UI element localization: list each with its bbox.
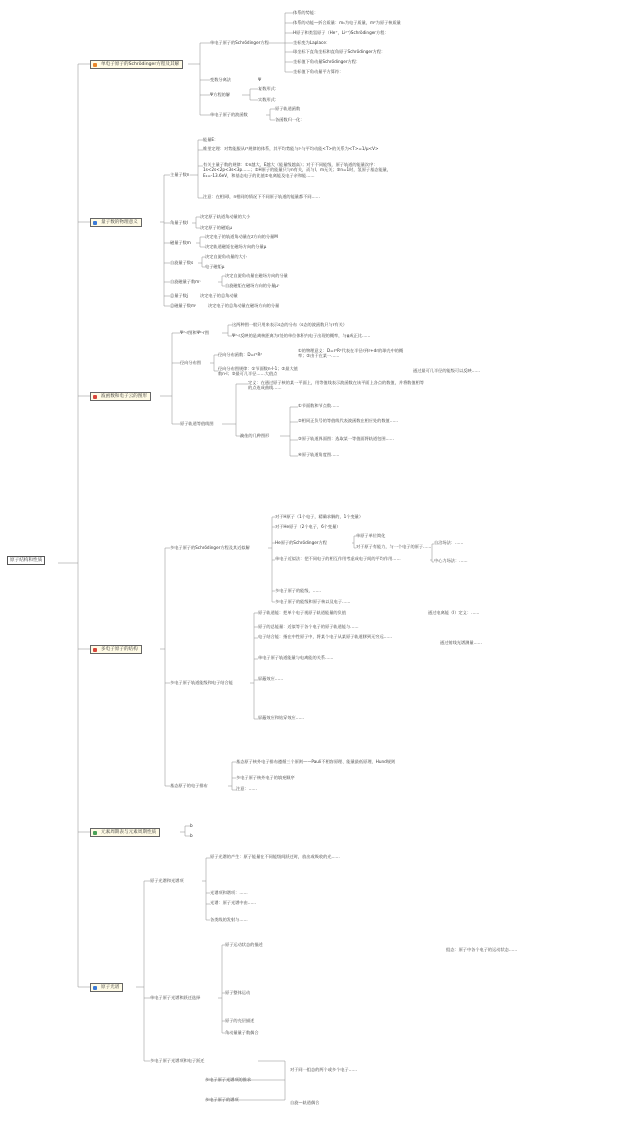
- leaf: 多电子原子的能级，……: [275, 588, 322, 593]
- section-wave-graphs[interactable]: [90, 392, 151, 401]
- leaf: 决定电子的总角动量在磁场方向的分量: [208, 303, 280, 308]
- section-title: 量子数的物理意义: [101, 220, 138, 225]
- leaf: 单电子原子轨道能量与电离能的关系……: [258, 655, 334, 660]
- node-psi[interactable]: Ψ²-r图和Ψ²-r图: [180, 330, 209, 335]
- leaf: 原子运动状态的描述: [225, 942, 263, 947]
- connector: [280, 407, 298, 456]
- leaf: 电子结合能：指在中性原子中，将某个电子从某原子轨道移到无穷远……: [258, 634, 393, 639]
- leaf: 多电子原子光谱项的推求: [205, 1077, 252, 1082]
- section-title: 元素周期表与元素周期性质: [101, 830, 157, 835]
- connector: [196, 237, 205, 247]
- node-he[interactable]: He原子的Schrödinger方程: [275, 540, 327, 545]
- leaf: 多电子原子的能级和原子核以及电子……: [275, 599, 351, 604]
- connector: [58, 64, 90, 987]
- leaf: 原子轨道能：把单个电子视原子轨道能量的负值: [258, 610, 346, 615]
- leaf: 有关主量子数的规律：①n越大，E越大（能量级越高）；对于不同能级，原子轨道的能量次序：1s<2s<2p<3s<3p……；②H原子的能量只与n有关，而与l、m无关；③n=1时，氢原子基态能量，E₁=-13.6eV，和基态电子的比值②电离能及电子亲和能……: [203, 162, 392, 178]
- folder-icon: [93, 648, 97, 652]
- node-mj[interactable]: 总磁量子数mʲ: [170, 303, 196, 308]
- leaf: 坐标值下角动量Schrödinger方程：: [293, 59, 361, 64]
- leaf: 角动量量子数偶合: [225, 1030, 259, 1035]
- node-diag[interactable]: 波生的几种图形: [240, 433, 270, 438]
- node-atomic[interactable]: 原子轨道等值线图: [180, 421, 214, 426]
- leaf: 屏蔽效应……: [258, 676, 284, 681]
- section-multi-electron[interactable]: [90, 645, 142, 654]
- leaf: 自洽场法：……: [434, 540, 464, 545]
- connector: [160, 333, 180, 424]
- connector: [218, 276, 225, 286]
- node-schro[interactable]: 单电子原子的Schrödinger方程: [210, 40, 269, 45]
- leaf: 单电子近似法：把不同电子的相互作用考虑成电子间的平均作用……: [275, 556, 401, 561]
- leaf: 实数形式：: [258, 97, 279, 102]
- node-ms[interactable]: 自旋磁量子数mˢ: [170, 279, 201, 284]
- leaf: 复数形式：: [258, 86, 279, 91]
- leaf: 通过射线光谱测量……: [440, 640, 482, 645]
- node-config[interactable]: 基态原子的电子排布: [170, 783, 208, 788]
- leaf: 坐标值下角动量平方算符：: [293, 69, 344, 74]
- leaf: 自旋磁矩在磁场方向的分量μˢ: [225, 283, 280, 288]
- folder-icon: [93, 831, 97, 835]
- connector: [136, 881, 150, 1061]
- folder-icon: [93, 221, 97, 225]
- leaf: 维里定理：对势能服从r²规律的体系，其平均势能与r-与平均动能<T>的关系为<T>=1/μ<V>: [203, 146, 379, 151]
- node-ms-schro[interactable]: 多电子原子的Schrödinger方程及其近似解: [170, 545, 250, 550]
- node-spec[interactable]: 原子光谱和光谱项: [150, 878, 184, 883]
- leaf: 定义：在通过原子核的某一平面上，用等值线表示波函数在该平面上各点的数值，并将数值相等的点连成曲线……: [248, 380, 424, 391]
- section-title: 波函数和电子云的图形: [101, 394, 147, 399]
- node-l[interactable]: 角量子数l: [170, 220, 188, 225]
- connector: [250, 613, 258, 719]
- leaf: 决定自旋角动量在磁场方向的分量: [225, 273, 288, 278]
- connector: [222, 325, 232, 336]
- node-s[interactable]: 自旋量子数s: [170, 260, 194, 265]
- leaf: 注意：……: [236, 786, 257, 791]
- connector: [222, 384, 248, 436]
- leaf: 坐标变为Laplace：: [293, 40, 331, 45]
- node-multi[interactable]: 多电子原子光谱项和电子跃迁: [150, 1058, 205, 1063]
- leaf: 电子磁矩μ: [205, 264, 225, 269]
- section-quantum-numbers[interactable]: [90, 218, 142, 227]
- node-sep[interactable]: 变数分离法: [210, 77, 231, 82]
- leaf: 原子整体运动: [225, 990, 251, 995]
- leaf: b: [190, 833, 193, 838]
- leaf: 径向分布函数：D=r²R²: [218, 352, 263, 357]
- section-title: 多电子原子的结构: [101, 647, 138, 652]
- connector: [188, 43, 210, 115]
- section-schrodinger[interactable]: [90, 60, 183, 69]
- connector: [160, 548, 170, 786]
- connector: [202, 858, 210, 920]
- leaf: 原子轨道函数: [275, 106, 301, 111]
- leaf: ①的物理意义：D=r²R²代表在半径r到r+dr的球壳中的概率；②由于在某一……: [298, 348, 404, 359]
- leaf: 自旋—轨道偶合: [290, 1100, 320, 1105]
- connector: [268, 517, 275, 602]
- node-wave[interactable]: 单电子原子的波函数: [210, 112, 248, 117]
- leaf: 通过电离能（I）定义：……: [428, 610, 480, 615]
- leaf: 中心力场法：……: [434, 558, 468, 563]
- section-title: 原子光谱: [101, 985, 120, 990]
- leaf: 各函数归一化：: [275, 117, 305, 122]
- leaf: Ψ²-r反映的是离核距离为r处的单位体积内电子出现的概率，与φ成正比……: [232, 333, 371, 338]
- leaf: 对于原子有能力，与一个电子的原子……: [356, 544, 432, 549]
- connector: [210, 355, 218, 371]
- leaf: 能量E：: [203, 137, 219, 142]
- leaf: 光谱项和谱项：……: [210, 890, 248, 895]
- connector: [242, 89, 258, 100]
- leaf: 原子的总能量：近似等于各个电子的原子轨道能与……: [258, 624, 359, 629]
- leaf: 决定电子的轨道角动量在z方向的分量M: [205, 234, 278, 239]
- leaf: 多电子原子的谱项: [205, 1097, 239, 1102]
- root-node[interactable]: 原子结构和性质: [7, 556, 45, 565]
- connector: [180, 826, 190, 836]
- leaf: 这两种图一般只用来表示s态的分布（s态的波函数只与r有关）: [232, 322, 347, 327]
- connector: [192, 217, 200, 228]
- leaf: ④原子轨道角度图……: [298, 452, 340, 457]
- leaf: 决定原子的磁矩μ: [200, 225, 232, 230]
- leaf: 径向分布图规律：①节面数n-l-1；②最大值数n-l；③最可几半径……大值点: [218, 366, 298, 377]
- connector: [190, 140, 203, 198]
- leaf: 决定电子的总角动量: [200, 293, 238, 298]
- leaf: 通过最可几半径的能级可以反映……: [413, 368, 481, 373]
- leaf: ③原子轨道界面图：选取某一等值面将轨道包围……: [298, 436, 394, 441]
- leaf: 组态：原子中各个电子的运动状态……: [446, 947, 518, 952]
- leaf: 各类线的发射与……: [210, 917, 248, 922]
- leaf: 基态原子核外电子排布遵循三个原则——Pauli不相容原理、能量最低原理、Hund规则: [236, 759, 396, 764]
- node-states[interactable]: 单电子原子光谱和跃迁选择: [150, 995, 201, 1000]
- connector: [268, 13, 293, 72]
- section-title: 单电子原子的Schrödinger方程及其解: [101, 62, 180, 67]
- leaf: 决定自旋角动量的大小: [205, 254, 247, 259]
- leaf: H原子和类氢原子（He⁺，Li²⁺)Schrödinger方程：: [293, 30, 389, 35]
- leaf: 对于He原子（2个电子，6个变量）: [275, 524, 341, 529]
- leaf: 球坐标下直角坐标和直角原子Schrödinger方程：: [293, 49, 386, 54]
- leaf: 原子光谱的产生：原子能量在不同能级间跃迁时，放出或吸收的光……: [210, 854, 340, 859]
- leaf: Ψ: [258, 77, 262, 82]
- leaf: 对于H原子（1个电子，精确求解的，1个变量）: [275, 514, 364, 519]
- leaf: 屏蔽效应和钻穿效应……: [258, 715, 305, 720]
- leaf: ①节面数和节点数……: [298, 403, 340, 408]
- leaf: ②相同正负号的等值线代表波函数在相应处的数值……: [298, 418, 399, 423]
- folder-icon: [93, 63, 97, 67]
- connector: [218, 945, 225, 1033]
- connector: [228, 762, 236, 790]
- leaf: 决定轨道磁矩在磁场方向的分量μ: [205, 244, 267, 249]
- leaf: 原子的壳层描述: [225, 1018, 255, 1023]
- connector: [198, 257, 205, 267]
- connector: [160, 175, 170, 306]
- folder-icon: [93, 986, 97, 990]
- leaf: b: [190, 823, 193, 828]
- connector: [266, 109, 275, 120]
- section-atomic-spectra[interactable]: [90, 983, 123, 992]
- leaf: 多电子原子核外电子的填充顺序: [236, 775, 295, 780]
- node-three[interactable]: Ψ方程的解: [210, 92, 231, 97]
- node-m[interactable]: 磁量子数m: [170, 240, 191, 245]
- leaf: 体系的势能：: [293, 10, 319, 15]
- folder-icon: [93, 395, 97, 399]
- node-n[interactable]: 主量子数n: [170, 172, 190, 177]
- node-j[interactable]: 总量子数j: [170, 293, 188, 298]
- leaf: 单原子单位简化: [356, 533, 386, 538]
- leaf: 对于同一组态的两个或多个电子……: [290, 1067, 358, 1072]
- leaf: 体系的动能—折合质量：m₁为电子质量，m²为原子核质量: [293, 20, 401, 25]
- node-energy-rel[interactable]: 多电子原子轨道能级和电子结合能: [170, 680, 233, 685]
- section-periodic[interactable]: [90, 828, 160, 837]
- node-radial[interactable]: 径向分布图: [180, 360, 201, 365]
- leaf: 决定原子轨道角动量的大小: [200, 214, 251, 219]
- leaf: 光谱：原子光谱中由……: [210, 900, 257, 905]
- leaf: 注意：在相同l，n相同的情况下不同原子轨道的能量都不同……: [203, 194, 320, 199]
